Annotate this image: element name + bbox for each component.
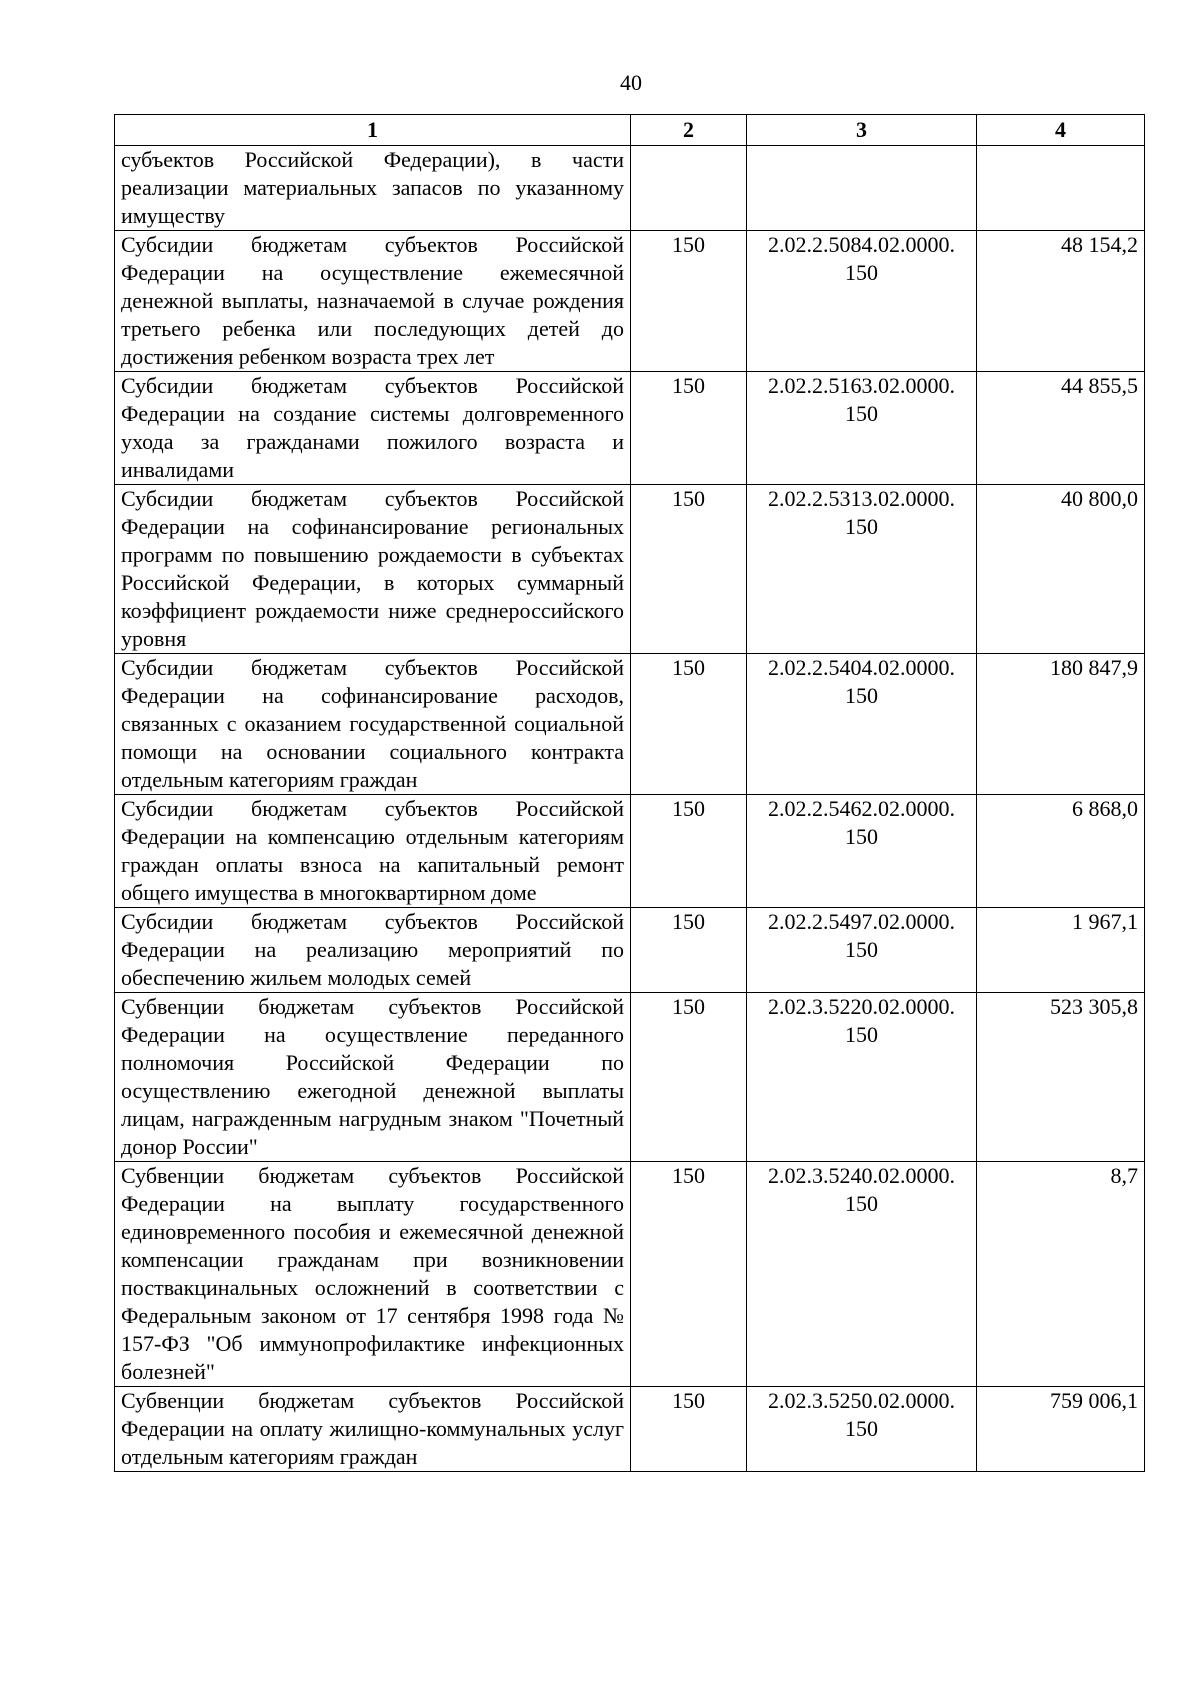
- row-code: 150: [631, 231, 747, 372]
- row-kbk: 2.02.2.5084.02.0000. 150: [747, 231, 977, 372]
- column-header: 3: [747, 115, 977, 146]
- row-description: Субсидии бюджетам субъектов Российской Федерации на софинансирование расходов, связанных с оказанием государственной социальной помощи на основании социального контракта отдельным категориям граждан: [115, 654, 631, 795]
- row-description: субъектов Российской Федерации), в части реализации материальных запасов по указанному имуществу: [115, 146, 631, 231]
- table-row: [115, 1387, 1145, 1472]
- row-description: Субвенции бюджетам субъектов Российской Федерации на осуществление переданного полномочия Российской Федерации по осуществлению ежегодной денежной выплаты лицам, награжденным нагрудным знаком "Почетный донор России": [115, 993, 631, 1162]
- row-code: [631, 146, 747, 231]
- row-kbk: 2.02.2.5497.02.0000. 150: [747, 908, 977, 993]
- row-amount: 1 967,1: [977, 908, 1145, 993]
- row-amount: 523 305,8: [977, 993, 1145, 1162]
- row-amount: 44 855,5: [977, 372, 1145, 485]
- row-amount: 6 868,0: [977, 795, 1145, 908]
- column-header: 2: [631, 115, 747, 146]
- row-amount: 40 800,0: [977, 485, 1145, 654]
- row-code: 150: [631, 993, 747, 1162]
- table-row: [115, 1162, 1145, 1387]
- row-code: 150: [631, 908, 747, 993]
- page-number: 40: [620, 70, 642, 95]
- table-row: [115, 908, 1145, 993]
- row-kbk: [747, 146, 977, 231]
- column-header: 4: [977, 115, 1145, 146]
- table-row: [115, 146, 1145, 231]
- row-description: Субсидии бюджетам субъектов Российской Федерации на реализацию мероприятий по обеспечению жильем молодых семей: [115, 908, 631, 993]
- row-description: Субвенции бюджетам субъектов Российской Федерации на выплату государственного единовременного пособия и ежемесячной денежной компенсации гражданам при возникновении поствакцинальных осложнений в соответствии с Федеральным законом от 17 сентября 1998 года № 157-ФЗ "Об иммунопрофилактике инфекционных болезней": [115, 1162, 631, 1387]
- budget-table: [114, 114, 1145, 1472]
- row-code: 150: [631, 372, 747, 485]
- row-code: 150: [631, 654, 747, 795]
- table-header-row: [115, 115, 1145, 146]
- row-kbk: 2.02.3.5220.02.0000. 150: [747, 993, 977, 1162]
- table-row: [115, 795, 1145, 908]
- table-row: [115, 993, 1145, 1162]
- row-description: Субсидии бюджетам субъектов Российской Федерации на софинансирование региональных программ по повышению рождаемости в субъектах Российской Федерации, в которых суммарный коэффициент рождаемости ниже среднероссийского уровня: [115, 485, 631, 654]
- table-row: [115, 654, 1145, 795]
- row-description: Субвенции бюджетам субъектов Российской Федерации на оплату жилищно-коммунальных услуг отдельным категориям граждан: [115, 1387, 631, 1472]
- row-kbk: 2.02.3.5240.02.0000. 150: [747, 1162, 977, 1387]
- row-code: 150: [631, 1387, 747, 1472]
- row-code: 150: [631, 1162, 747, 1387]
- row-amount: 48 154,2: [977, 231, 1145, 372]
- table-row: [115, 372, 1145, 485]
- column-header: 1: [115, 115, 631, 146]
- row-amount: 180 847,9: [977, 654, 1145, 795]
- row-amount: [977, 146, 1145, 231]
- row-kbk: 2.02.2.5404.02.0000. 150: [747, 654, 977, 795]
- row-kbk: 2.02.2.5313.02.0000. 150: [747, 485, 977, 654]
- row-amount: 759 006,1: [977, 1387, 1145, 1472]
- row-kbk: 2.02.2.5163.02.0000. 150: [747, 372, 977, 485]
- row-description: Субсидии бюджетам субъектов Российской Федерации на компенсацию отдельным категориям граждан оплаты взноса на капитальный ремонт общего имущества в многоквартирном доме: [115, 795, 631, 908]
- row-code: 150: [631, 795, 747, 908]
- row-description: Субсидии бюджетам субъектов Российской Федерации на создание системы долговременного ухода за гражданами пожилого возраста и инвалидами: [115, 372, 631, 485]
- row-amount: 8,7: [977, 1162, 1145, 1387]
- row-code: 150: [631, 485, 747, 654]
- table-row: [115, 485, 1145, 654]
- table-row: [115, 231, 1145, 372]
- row-kbk: 2.02.2.5462.02.0000. 150: [747, 795, 977, 908]
- row-kbk: 2.02.3.5250.02.0000. 150: [747, 1387, 977, 1472]
- row-description: Субсидии бюджетам субъектов Российской Федерации на осуществление ежемесячной денежной выплаты, назначаемой в случае рождения третьего ребенка или последующих детей до достижения ребенком возраста трех лет: [115, 231, 631, 372]
